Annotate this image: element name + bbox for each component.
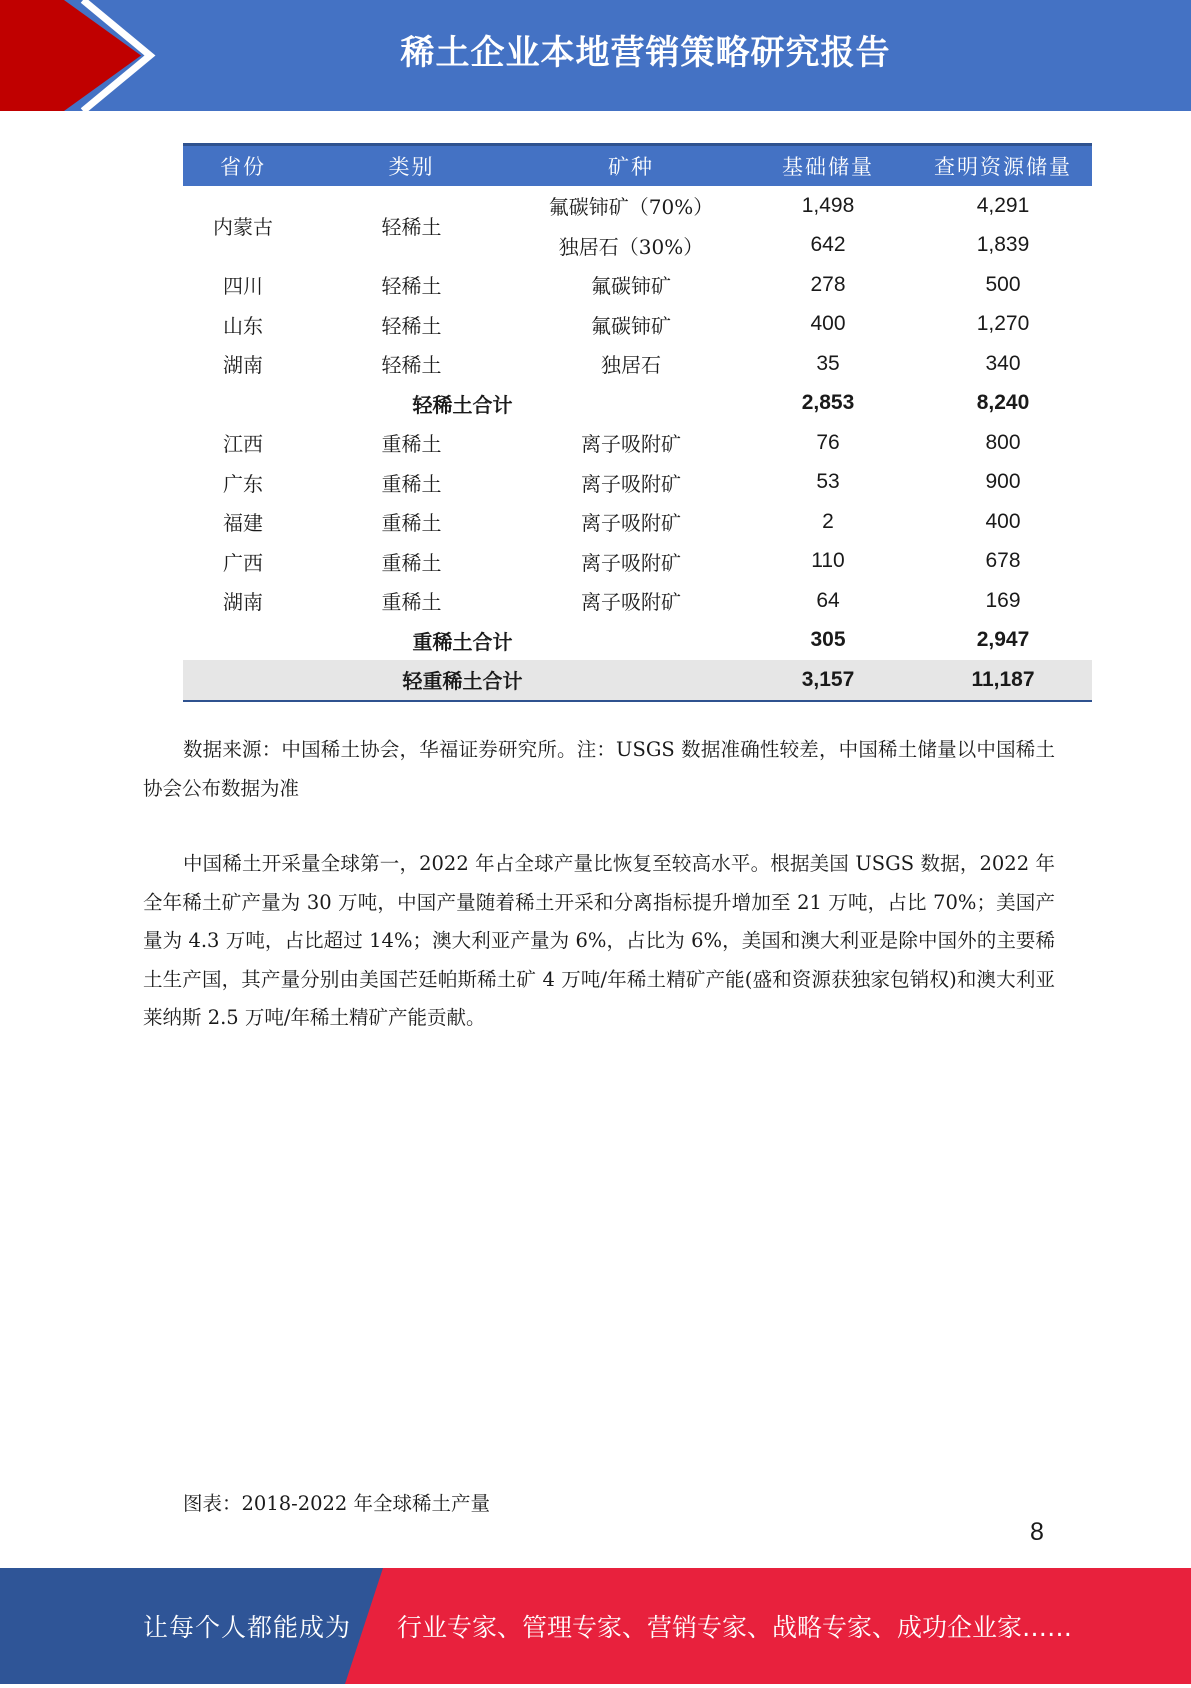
body-paragraph: 中国稀土开采量全球第一，2022 年占全球产量比恢复至较高水平。根据美国 USGS 数据，2022 年全年稀土矿产量为 30 万吨，中国产量随着稀土开采和分离指标提升增加至 21 万吨，占比 70%；美国产量为 4.3 万吨，占比超过 14%；澳大利亚产量为 6%，占比为 6%，美国和澳大利亚是除中国外的主要稀土生产国，其产量分别由美国芒廷帕斯稀土矿 4 万吨/年稀土精矿产能(盛和资源获独家包销权)和澳大利亚莱纳斯 2.5 万吨/年稀土精矿产能贡献。 bbox=[143, 852, 1055, 1030]
cell-mineral: 氟碳铈矿 bbox=[591, 313, 671, 338]
cell-proven-reserve: 400 bbox=[985, 509, 1021, 533]
cell-proven-reserve: 678 bbox=[985, 549, 1021, 573]
table-row bbox=[183, 265, 1092, 305]
table-row bbox=[183, 305, 1092, 345]
cell-base-reserve: 642 bbox=[810, 233, 846, 257]
cell-base-reserve: 35 bbox=[816, 351, 840, 375]
cell-province: 福建 bbox=[223, 511, 263, 536]
page-header bbox=[0, 0, 1191, 111]
cell-proven-reserve: 500 bbox=[985, 272, 1021, 296]
page-footer bbox=[0, 1568, 1191, 1684]
cell-base-reserve: 76 bbox=[816, 430, 840, 454]
cell-mineral: 离子吸附矿 bbox=[581, 511, 681, 536]
table-header-row bbox=[183, 145, 1092, 187]
cell-category: 轻稀土 bbox=[381, 215, 442, 239]
cell-province: 湖南 bbox=[223, 353, 263, 378]
data-source-note: 数据来源：中国稀土协会，华福证券研究所。注：USGS 数据准确性较差，中国稀土储量以中国稀土协会公布数据为准 bbox=[143, 738, 1055, 800]
cell-category: 重稀土 bbox=[381, 471, 442, 496]
cell-proven-reserve: 4,291 bbox=[976, 193, 1030, 217]
header-category: 类别 bbox=[388, 155, 435, 179]
table-row bbox=[183, 463, 1092, 503]
cell-category: 轻稀土 bbox=[381, 313, 442, 338]
cell-mineral: 氟碳铈矿（70%） bbox=[548, 195, 714, 220]
cell-proven-reserve: 8,240 bbox=[976, 391, 1030, 415]
cell-proven-reserve: 2,947 bbox=[976, 628, 1030, 652]
cell-category: 轻稀土 bbox=[381, 274, 442, 299]
rare-earth-reserves-table bbox=[183, 143, 1092, 702]
red-arrow-decoration bbox=[0, 0, 160, 111]
cell-base-reserve: 278 bbox=[810, 272, 846, 296]
table-row bbox=[183, 423, 1092, 463]
cell-subtotal-label: 轻稀土合计 bbox=[412, 392, 513, 417]
cell-category: 轻稀土 bbox=[381, 353, 442, 378]
grand-total-row bbox=[183, 660, 1092, 701]
cell-province: 山东 bbox=[223, 313, 263, 338]
report-title: 稀土企业本地营销策略研究报告 bbox=[400, 33, 891, 73]
rare-earth-reserves-table-wrap bbox=[183, 143, 1092, 702]
cell-mineral: 离子吸附矿 bbox=[581, 471, 681, 496]
table-row bbox=[183, 542, 1092, 582]
cell-proven-reserve: 11,187 bbox=[914, 660, 1092, 701]
cell-mineral: 离子吸附矿 bbox=[581, 550, 681, 575]
cell-base-reserve: 2 bbox=[822, 509, 834, 533]
cell-mineral: 独居石 bbox=[601, 353, 661, 378]
cell-category: 重稀土 bbox=[381, 590, 442, 615]
header-base-reserve: 基础储量 bbox=[782, 155, 874, 179]
cell-proven-reserve: 800 bbox=[985, 430, 1021, 454]
cell-grand-total-label: 轻重稀土合计 bbox=[183, 660, 742, 701]
header-mineral: 矿种 bbox=[608, 155, 654, 179]
header-proven-reserve: 查明资源储量 bbox=[934, 155, 1072, 179]
figure-caption: 图表：2018-2022 年全球稀土产量 bbox=[183, 1492, 491, 1515]
cell-mineral: 独居石（30%） bbox=[558, 234, 704, 259]
cell-province: 江西 bbox=[223, 432, 263, 457]
cell-proven-reserve: 900 bbox=[985, 470, 1021, 494]
cell-proven-reserve: 1,839 bbox=[976, 233, 1030, 257]
cell-province: 内蒙古 bbox=[213, 215, 273, 239]
footer-slogan-left: 让每个人都能成为 bbox=[143, 1613, 352, 1642]
cell-base-reserve: 3,157 bbox=[742, 660, 914, 701]
cell-mineral: 离子吸附矿 bbox=[581, 590, 681, 615]
header-province: 省份 bbox=[220, 155, 266, 179]
table-row bbox=[183, 186, 1092, 226]
cell-base-reserve: 1,498 bbox=[801, 193, 855, 217]
cell-province: 广东 bbox=[223, 471, 263, 496]
cell-base-reserve: 305 bbox=[810, 628, 846, 652]
cell-category: 重稀土 bbox=[381, 511, 442, 536]
cell-base-reserve: 110 bbox=[811, 549, 845, 573]
cell-province: 四川 bbox=[223, 274, 263, 299]
cell-proven-reserve: 340 bbox=[985, 351, 1021, 375]
cell-category: 重稀土 bbox=[381, 432, 442, 457]
cell-base-reserve: 64 bbox=[816, 588, 840, 612]
light-subtotal-row bbox=[183, 384, 1092, 424]
page-number: 8 bbox=[1030, 1518, 1044, 1546]
footer-slogan-right: 行业专家、管理专家、营销专家、战略专家、成功企业家…… bbox=[397, 1613, 1073, 1642]
cell-mineral: 离子吸附矿 bbox=[581, 432, 681, 457]
cell-province: 广西 bbox=[223, 550, 263, 575]
table-row bbox=[183, 502, 1092, 542]
cell-subtotal-label: 重稀土合计 bbox=[412, 629, 513, 654]
cell-proven-reserve: 169 bbox=[985, 588, 1021, 612]
table-row bbox=[183, 344, 1092, 384]
cell-base-reserve: 53 bbox=[816, 470, 840, 494]
heavy-subtotal-row bbox=[183, 621, 1092, 661]
table-row bbox=[183, 581, 1092, 621]
cell-province: 湖南 bbox=[223, 590, 263, 615]
cell-base-reserve: 400 bbox=[810, 312, 846, 336]
cell-mineral: 氟碳铈矿 bbox=[591, 274, 671, 299]
cell-base-reserve: 2,853 bbox=[801, 391, 855, 415]
cell-category: 重稀土 bbox=[381, 550, 442, 575]
cell-proven-reserve: 1,270 bbox=[976, 312, 1030, 336]
